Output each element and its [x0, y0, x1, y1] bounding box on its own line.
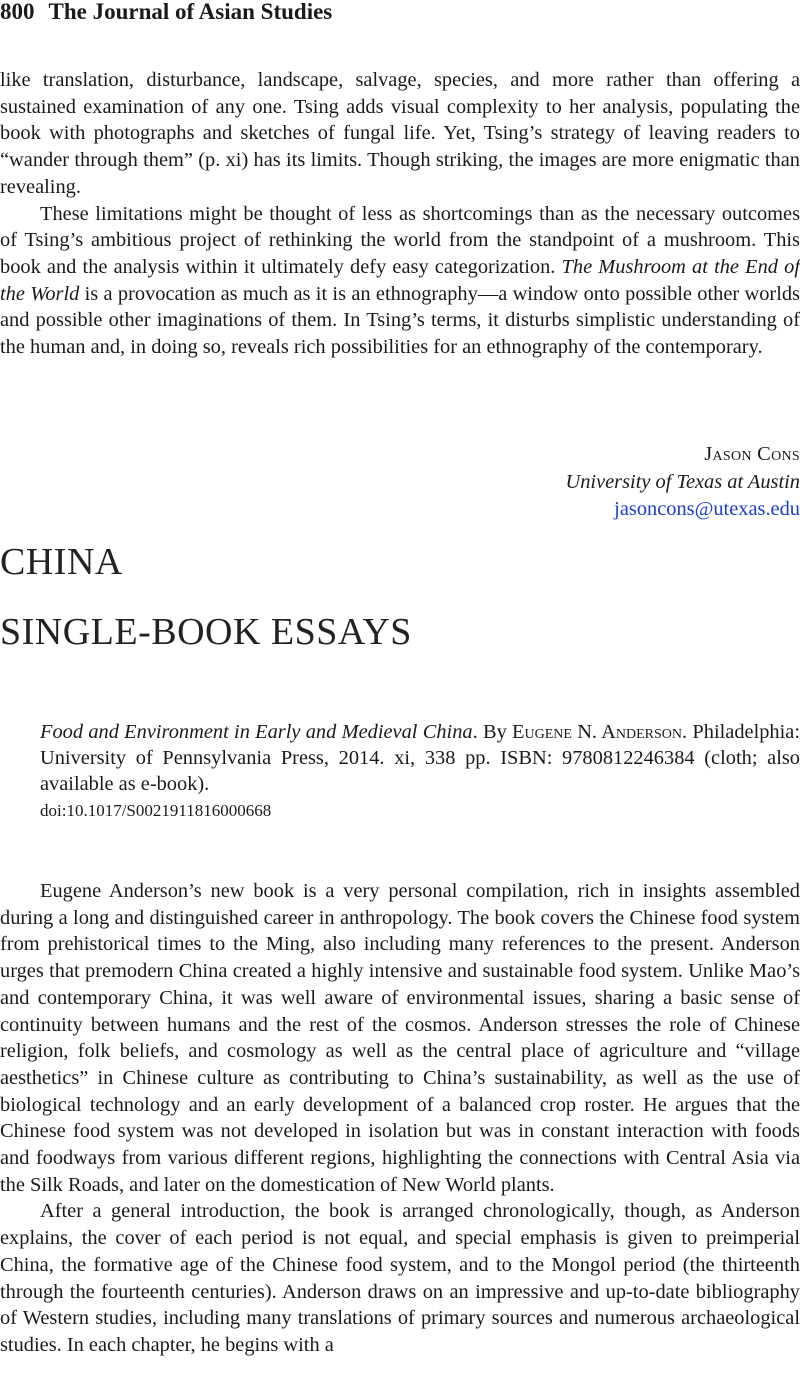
- section-heading: CHINA: [0, 541, 123, 583]
- review-paragraph-2: After a general introduction, the book is arranged chronologically, though, as Anderson explains, the cover of each period is not equal, and special emphasis is given to preimperial China, the formative age of the Chinese food system, and to the Mongol period (the thirteenth through the fourteenth centuries). Anderson draws on an impressive and up-to-date bibliography of Western studies, including many translations of primary sources and numerous archaeological studies. In each chapter, he begins with a: [0, 1200, 800, 1356]
- section-subheading: SINGLE-BOOK ESSAYS: [0, 611, 412, 653]
- citation-by: . By: [472, 721, 513, 743]
- journal-title: The Journal of Asian Studies: [48, 0, 333, 24]
- book-citation: [40, 719, 800, 797]
- page-number: 800: [0, 0, 35, 24]
- review-paragraph-1: Eugene Anderson’s new book is a very personal compilation, rich in insights assembled during a long and distinguished career in anthropology. The book covers the Chinese food system from prehistorical times to the Ming, also including many references to the present. Anderson urges that premodern China created a highly intensive and sustainable food system. Unlike Mao’s and contemporary China, it was well aware of environmental issues, sharing a basic sense of continuity between humans and the rest of the cosmos. Anderson stresses the role of Chinese religion, folk beliefs, and cosmology as well as the central place of agriculture and “village aesthetics” in Chinese culture as contributing to China’s sustainability, as well as the use of biological technology and an early development of a balanced crop roster. He argues that the Chinese food system was not developed in isolation but was in constant interaction with foods and foodways from various different regions, highlighting the connections with Central Asia via the Silk Roads, and later on the domestication of New World plants.: [0, 880, 800, 1196]
- review-text: [0, 878, 800, 1359]
- doi-link[interactable]: doi:10.1017/S0021911816000668: [40, 801, 272, 820]
- reviewer-name: Jason Cons: [704, 443, 800, 465]
- citation-author: Eugene N. Anderson: [512, 721, 683, 743]
- previous-review-paragraph-1: like translation, disturbance, landscape, salvage, species, and more rather than offering a sustained examination of any one. Tsing adds visual complexity to her analysis, populating the book with photographs and sketches of fungal life. Yet, Tsing’s strategy of leaving readers to “wander through them” (p. xi) has its limits. Though striking, the images are more enigmatic than revealing.: [0, 69, 800, 198]
- book-title: The Mushroom at the End of the World: [0, 255, 800, 305]
- paragraph-text: is a provocation as much as it is an ethnography—a window onto possible other worlds and possible other imaginations of them. In Tsing’s terms, it disturbs simplistic understanding of the human and, in doing so, reveals rich possibilities for an ethnography of the contemporary.: [0, 282, 800, 359]
- citation-title: Food and Environment in Early and Medieval China: [40, 721, 473, 743]
- paragraph-text: These limitations might be thought of less as shortcomings than as the necessary outcomes of Tsing’s ambitious project of rethinking the world from the standpoint of a mushroom. This book and the analysis within it ultimately defy easy categorization.: [0, 202, 800, 278]
- previous-review-text: [0, 67, 800, 361]
- running-head: [0, 0, 800, 26]
- reviewer-email-link[interactable]: jasoncons@utexas.edu: [614, 498, 800, 520]
- previous-review-paragraph-2: [0, 201, 800, 361]
- reviewer-affiliation: University of Texas at Austin: [565, 471, 800, 493]
- citation-details: . Philadelphia: University of Pennsylvania Press, 2014. xi, 338 pp. ISBN: 9780812246384 (cloth; also available as e-book).: [40, 721, 800, 795]
